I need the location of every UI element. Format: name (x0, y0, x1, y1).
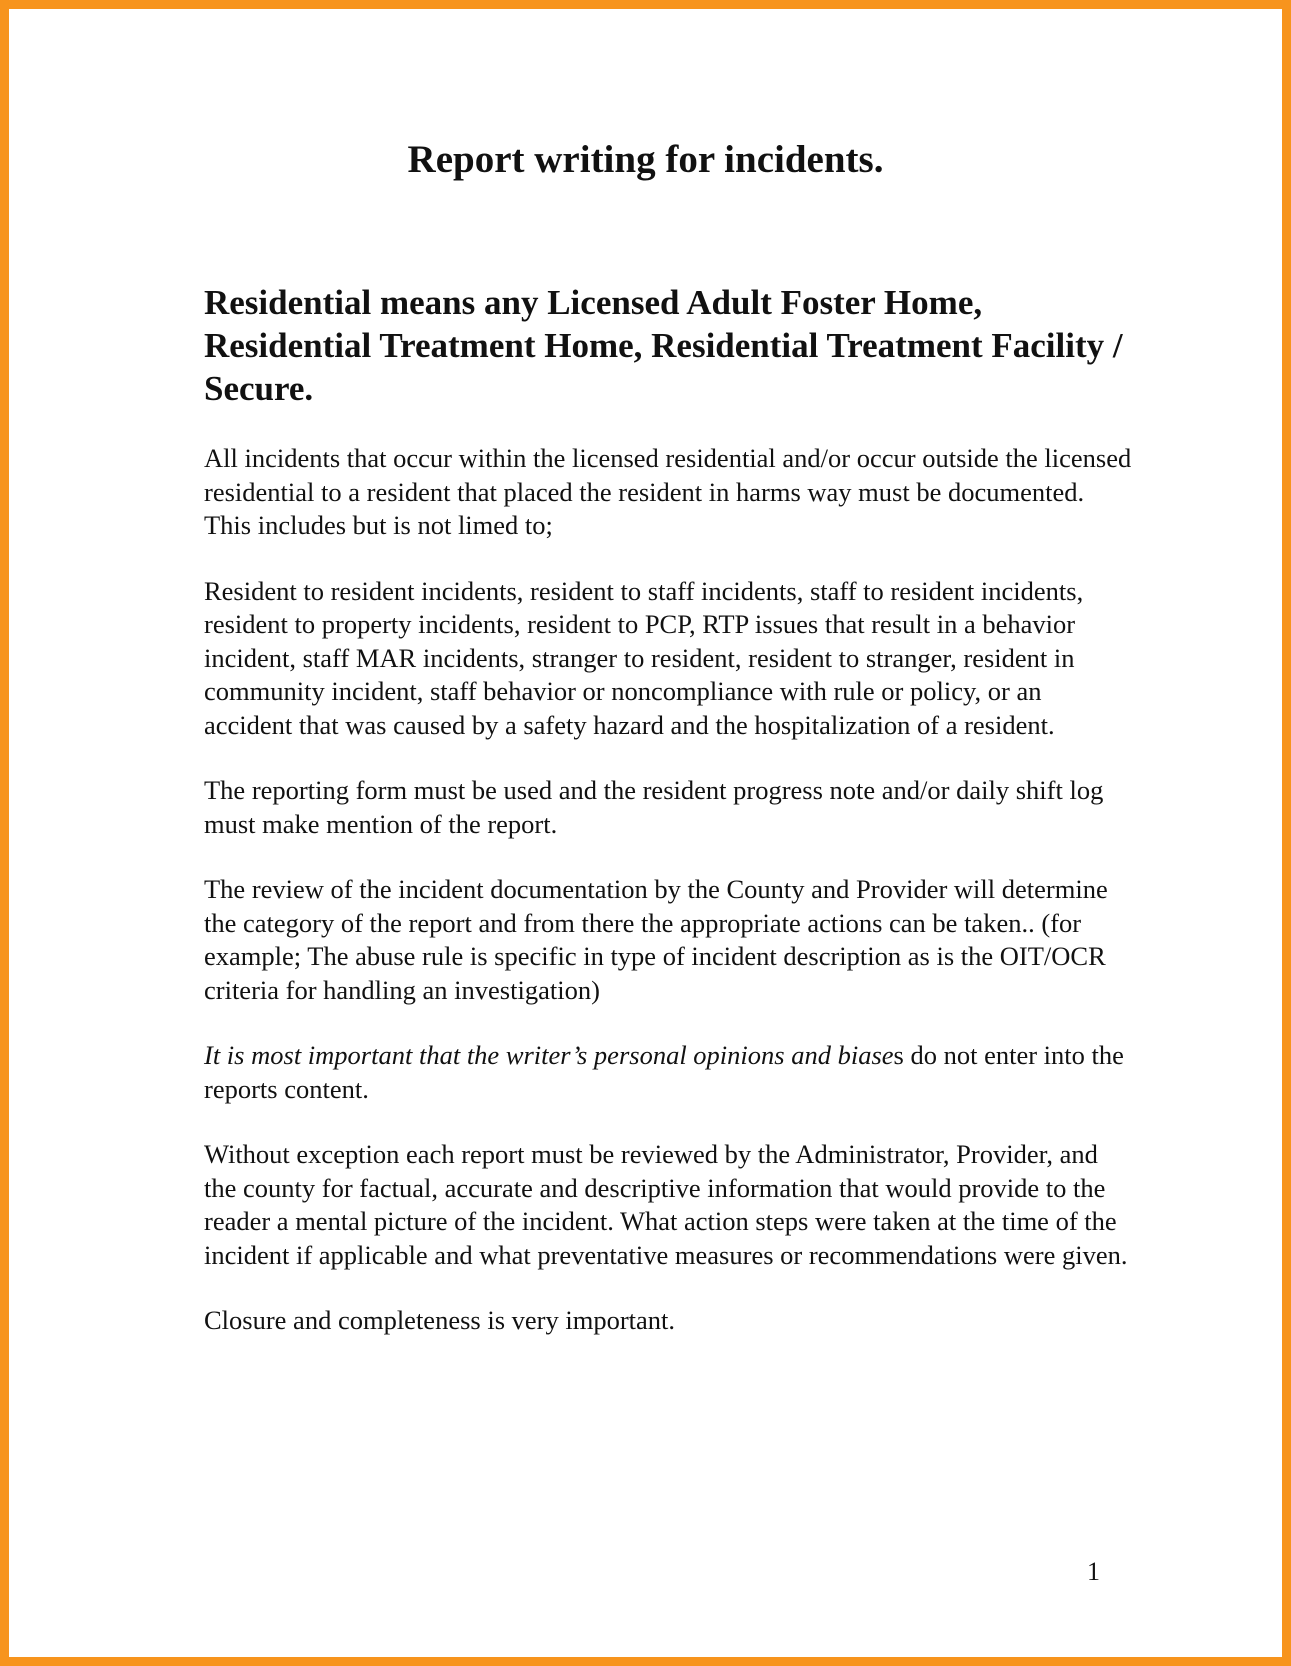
document-title: Report writing for incidents. (407, 138, 884, 181)
document-page (9, 9, 1282, 1657)
paragraph-opinions-note (204, 1039, 1134, 1106)
paragraph-closure: Closure and completeness is very important. (204, 1305, 676, 1335)
paragraph-review: The review of the incident documentation by the County and Provider will determine the category of the report and from there the appropriate actions can be taken.. (for example; The abuse rule is specific in type of incident description as is the OIT/OCR criteria for handling an investigation) (204, 874, 1108, 1005)
paragraph-incident-types: Resident to resident incidents, resident to staff incidents, staff to resident incidents, resident to property incidents, resident to PCP, RTP issues that result in a behavior incident, staff MAR incidents, stranger to resident, resident to stranger, resident in community incident, staff behavior or noncompliance with rule or policy, or an accident that was caused by a safety hazard and the hospitalization of a resident. (204, 575, 1084, 740)
document-body (204, 281, 1134, 1370)
paragraph-administrator-review: Without exception each report must be reviewed by the Administrator, Provider, and the county for factual, accurate and descriptive information that would provide to the reader a mental picture of the incident. What action steps were taken at the time of the incident if applicable and what preventative measures or recommendations were given. (204, 1139, 1128, 1270)
residential-definition-heading: Residential means any Licensed Adult Foster Home, Residential Treatment Home, Residential Treatment Facility / Secure. (204, 283, 1123, 408)
paragraph-reporting-form: The reporting form must be used and the resident progress note and/or daily shift log must make mention of the report. (204, 775, 1104, 839)
paragraph-incidents-scope: All incidents that occur within the licensed residential and/or occur outside the licensed residential to a resident that placed the resident in harms way must be documented. This includes but is not limed to; (204, 443, 1132, 540)
page-number: 1 (1087, 1557, 1100, 1586)
opinions-note-italic: It is most important that the writer’s personal opinions and biase (204, 1040, 894, 1070)
opinions-note-normal: s do not enter into the reports content. (204, 1040, 1124, 1104)
